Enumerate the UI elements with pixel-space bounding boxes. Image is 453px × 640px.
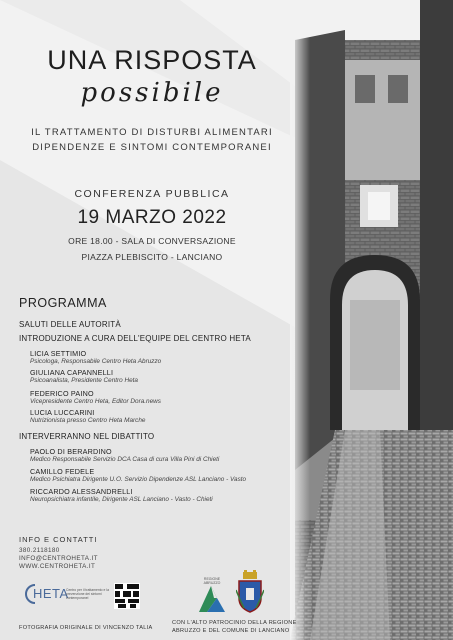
subtitle-line-2: DIPENDENZE E SINTOMI CONTEMPORANEI bbox=[32, 142, 272, 153]
speaker-name: LUCIA LUCCARINI bbox=[30, 408, 95, 417]
speaker-name: RICCARDO ALESSANDRELLI bbox=[30, 487, 133, 496]
info-website: WWW.CENTROHETA.IT bbox=[19, 563, 96, 570]
dama-logo-icon bbox=[114, 583, 140, 609]
speaker-name: CAMILLO FEDELE bbox=[30, 467, 95, 476]
speaker-role: Medico Responsabile Servizio DCA Casa di cura Villa Pini di Chieti bbox=[30, 456, 220, 463]
program-title: PROGRAMMA bbox=[19, 296, 107, 310]
patronage-line-2: ABRUZZO E DEL COMUNE DI LANCIANO bbox=[172, 628, 290, 634]
photo-credit: FOTOGRAFIA ORIGINALE DI VINCENZO TALIA bbox=[19, 625, 153, 631]
title-line-1: UNA RISPOSTA bbox=[47, 45, 257, 75]
subtitle-line-1: IL TRATTAMENTO DI DISTURBI ALIMENTARI bbox=[31, 127, 273, 138]
lanciano-crest-icon bbox=[236, 570, 264, 614]
conference-time: ORE 18.00 - SALA DI CONVERSAZIONE bbox=[68, 236, 236, 246]
info-email: INFO@CENTROHETA.IT bbox=[19, 555, 98, 562]
program-debate: INTERVERRANNO NEL DIBATTITO bbox=[19, 432, 155, 441]
info-phone: 380.2118180 bbox=[19, 547, 60, 554]
speaker-name: LICIA SETTIMIO bbox=[30, 349, 87, 358]
speaker-role: Psicoanalista, Presidente Centro Heta bbox=[30, 377, 138, 384]
speaker-role: Psicologa, Responsabile Centro Heta Abruzzo bbox=[30, 358, 162, 365]
heta-logo-text: HETA bbox=[33, 586, 69, 601]
speaker-role: Neuropsichiatra infantile, Dirigente ASL Lanciano - Vasto - Chieti bbox=[30, 496, 213, 503]
speaker-name: FEDERICO PAINO bbox=[30, 389, 94, 398]
program-greetings: SALUTI DELLE AUTORITÀ bbox=[19, 320, 121, 329]
speaker-role: Medico Psichiatra Dirigente U.O. Servizio Dipendenze ASL Lanciano - Vasto bbox=[30, 476, 247, 483]
conference-label: CONFERENZA PUBBLICA bbox=[74, 188, 230, 200]
speaker-role: Vicepresidente Centro Heta, Editor Dora.news bbox=[30, 398, 161, 405]
title-line-2: possibile bbox=[80, 78, 224, 108]
abruzzo-logo-text: REGIONE ABRUZZO bbox=[203, 577, 221, 585]
abruzzo-logo-icon bbox=[195, 576, 229, 616]
speaker-role: Nutrizionista presso Centro Heta Marche bbox=[30, 417, 146, 424]
conference-date: 19 MARZO 2022 bbox=[77, 207, 227, 228]
conference-location: PIAZZA PLEBISCITO - LANCIANO bbox=[81, 252, 223, 262]
program-intro: INTRODUZIONE A CURA DELL'EQUIPE DEL CENTRO HETA bbox=[19, 334, 251, 343]
patronage-line-1: CON L'ALTO PATROCINIO DELLA REGIONE bbox=[172, 620, 297, 626]
speaker-name: GIULIANA CAPANNELLI bbox=[30, 368, 114, 377]
info-title: INFO E CONTATTI bbox=[19, 535, 98, 544]
heta-logo-tagline: Centro per il trattamento e la prevenzione dei sintomi contemporanei bbox=[66, 588, 109, 600]
speaker-name: PAOLO DI BERARDINO bbox=[30, 447, 112, 456]
